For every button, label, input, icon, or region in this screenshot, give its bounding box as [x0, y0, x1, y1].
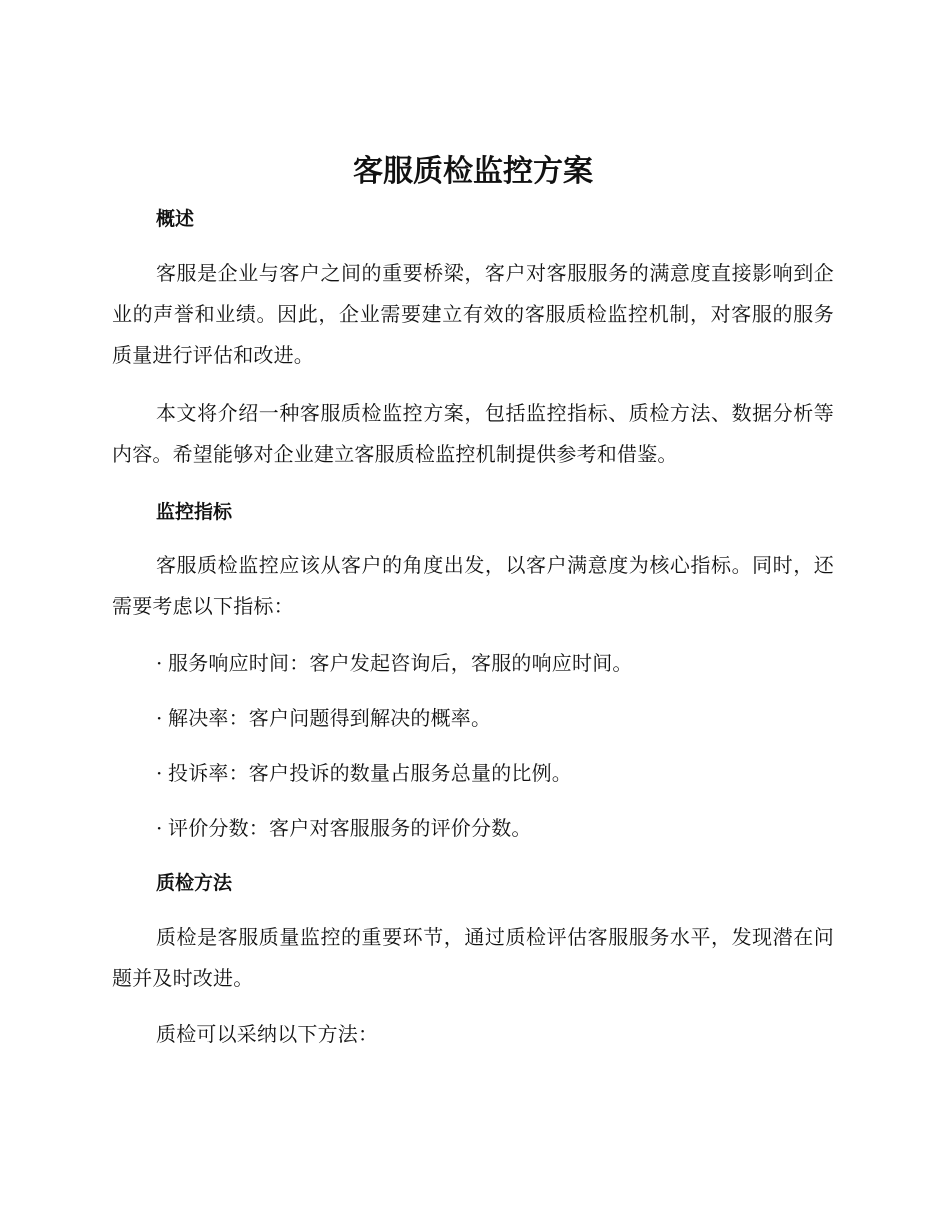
paragraph: 客服质检监控应该从客户的角度出发，以客户满意度为核心指标。同时，还需要考虑以下指标： — [112, 553, 834, 618]
list-item-text: 评价分数：客户对客服服务的评价分数。 — [168, 816, 532, 840]
list-item — [156, 813, 834, 843]
list-item — [156, 703, 834, 733]
section-heading-overview: 概述 — [156, 208, 195, 230]
bullet-marker: · — [156, 816, 163, 840]
document-title: 客服质检监控方案 — [353, 154, 593, 189]
paragraph: 本文将介绍一种客服质检监控方案，包括监控指标、质检方法、数据分析等内容。希望能够对企业建立客服质检监控机制提供参考和借鉴。 — [112, 401, 834, 466]
list-item — [156, 758, 834, 788]
bullet-marker: · — [156, 761, 163, 785]
paragraph: 客服是企业与客户之间的重要桥梁，客户对客服服务的满意度直接影响到企业的声誉和业绩。因此，企业需要建立有效的客服质检监控机制，对客服的服务质量进行评估和改进。 — [112, 261, 834, 367]
section-heading-metrics: 监控指标 — [156, 501, 233, 523]
paragraph: 质检可以采纳以下方法： — [156, 1022, 379, 1046]
bullet-marker: · — [156, 706, 163, 730]
list-item-text: 服务响应时间：客户发起咨询后，客服的响应时间。 — [168, 651, 633, 675]
bullet-marker: · — [156, 651, 163, 675]
list-item-text: 投诉率：客户投诉的数量占服务总量的比例。 — [168, 761, 572, 785]
list-item-text: 解决率：客户问题得到解决的概率。 — [168, 706, 492, 730]
paragraph: 质检是客服质量监控的重要环节，通过质检评估客服服务水平，发现潜在问题并及时改进。 — [112, 925, 834, 990]
section-heading-methods: 质检方法 — [156, 872, 233, 894]
list-item — [156, 648, 834, 678]
